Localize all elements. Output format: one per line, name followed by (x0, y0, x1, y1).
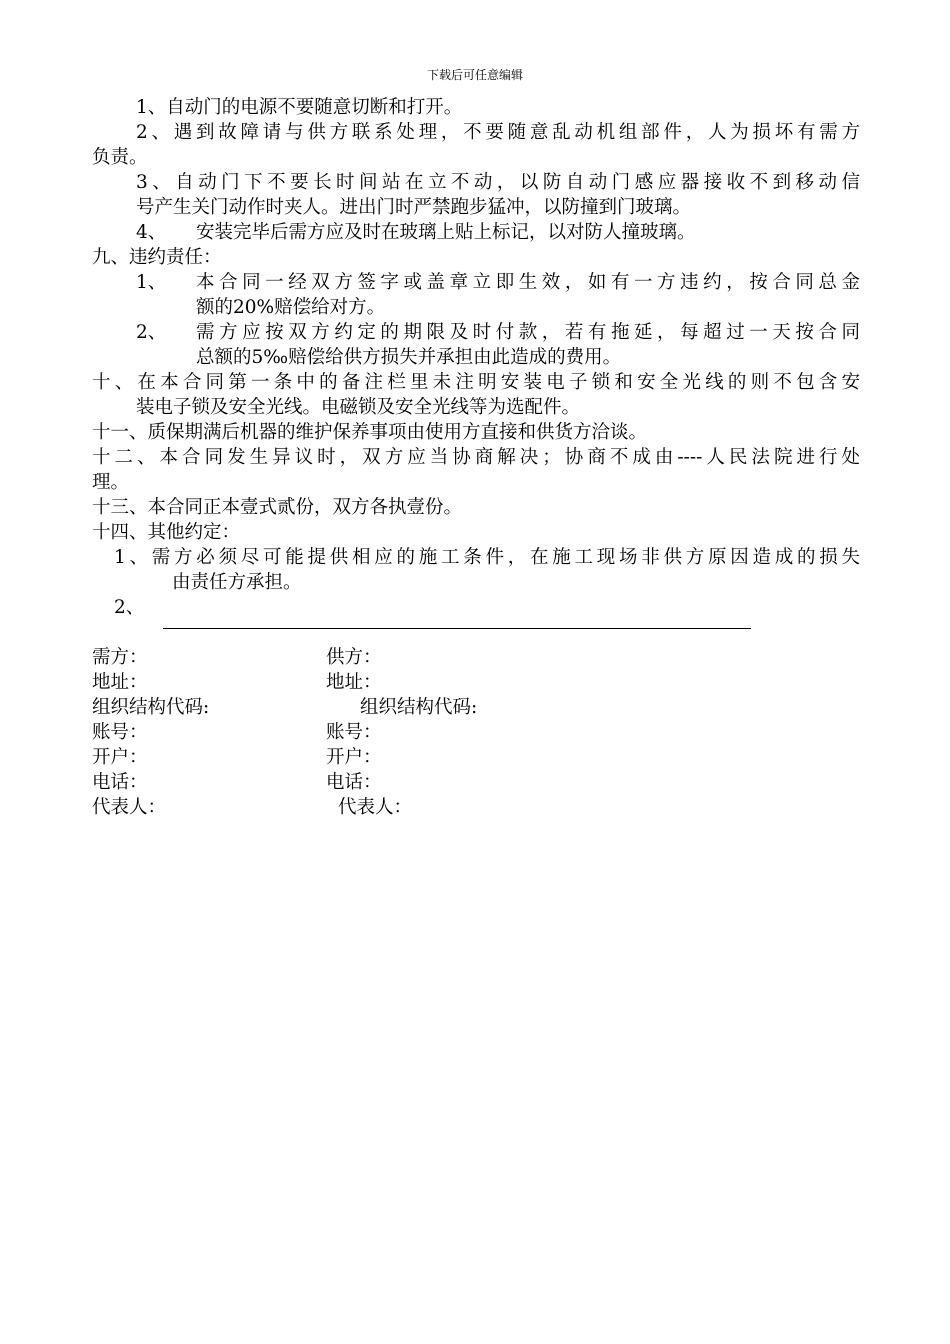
breach-item-2-number: 2、 (136, 322, 167, 343)
usage-item-3-line1: 3、自动门下不要长时间站在立不动，以防自动门感应器接收不到移动信 (136, 172, 860, 193)
supplier-phone-label: 电话： (326, 772, 382, 793)
clause-10-line1: 十、在本合同第一条中的备注栏里未注明安装电子锁和安全光线的则不包含安 (92, 372, 860, 393)
clause-10-line2: 装电子锁及安全光线。电磁锁及安全光线等为选配件。 (136, 397, 581, 418)
breach-item-1-line1: 本合同一经双方签字或盖章立即生效，如有一方违约，按合同总金 (196, 272, 860, 293)
clause-12-line1: 十二、本合同发生异议时，双方应当协商解决；协商不成由----人民法院进行处 (92, 447, 860, 468)
buyer-phone-label: 电话： (92, 772, 148, 793)
supplier-rep-label: 代表人： (338, 797, 413, 818)
clause-14-title: 十四、其他约定： (92, 522, 241, 543)
clause-13: 十三、本合同正本壹式贰份，双方各执壹份。 (92, 497, 463, 518)
buyer-bank-label: 开户： (92, 747, 148, 768)
buyer-party-label: 需方： (92, 647, 148, 668)
buyer-address-label: 地址： (92, 672, 148, 693)
page-header-note: 下载后可任意编辑 (426, 68, 523, 82)
section-title-breach: 九、违约责任： (92, 247, 222, 268)
signature-divider-line (163, 628, 751, 629)
breach-item-1-number: 1、 (136, 272, 167, 293)
buyer-org-code-label: 组织结构代码: (92, 697, 210, 718)
usage-item-2-line2: 负责。 (92, 147, 148, 168)
supplier-account-label: 账号： (326, 722, 382, 743)
usage-item-4-number: 4、 (136, 222, 167, 243)
usage-item-4-text: 安装完毕后需方应及时在玻璃上贴上标记，以对防人撞玻璃。 (196, 222, 696, 243)
buyer-rep-label: 代表人： (92, 797, 167, 818)
breach-item-2-line2: 总额的5‰赔偿给供方损失并承担由此造成的费用。 (196, 347, 622, 368)
breach-item-1-line2: 额的20%赔偿给对方。 (196, 297, 386, 318)
usage-item-2-line1: 2、遇到故障请与供方联系处理，不要随意乱动机组部件，人为损坏有需方 (136, 122, 860, 143)
clause-12-line2: 理。 (92, 472, 130, 493)
clause-14-item-1-line2: 由责任方承担。 (172, 572, 302, 593)
supplier-org-code-label: 组织结构代码: (360, 697, 478, 718)
supplier-bank-label: 开户： (326, 747, 382, 768)
supplier-address-label: 地址： (326, 672, 382, 693)
clause-11: 十一、质保期满后机器的维护保养事项由使用方直接和供货方洽谈。 (92, 422, 648, 443)
supplier-party-label: 供方： (326, 647, 382, 668)
usage-item-1: 1、自动门的电源不要随意切断和打开。 (136, 97, 463, 118)
clause-14-item-2: 2、 (114, 597, 145, 618)
usage-item-3-line2: 号产生关门动作时夹人。进出门时严禁跑步猛冲，以防撞到门玻璃。 (136, 197, 692, 218)
buyer-account-label: 账号： (92, 722, 148, 743)
breach-item-2-line1: 需方应按双方约定的期限及时付款，若有拖延，每超过一天按合同 (196, 322, 860, 343)
clause-14-item-1-line1: 1、需方必须尽可能提供相应的施工条件，在施工现场非供方原因造成的损失 (114, 547, 860, 568)
